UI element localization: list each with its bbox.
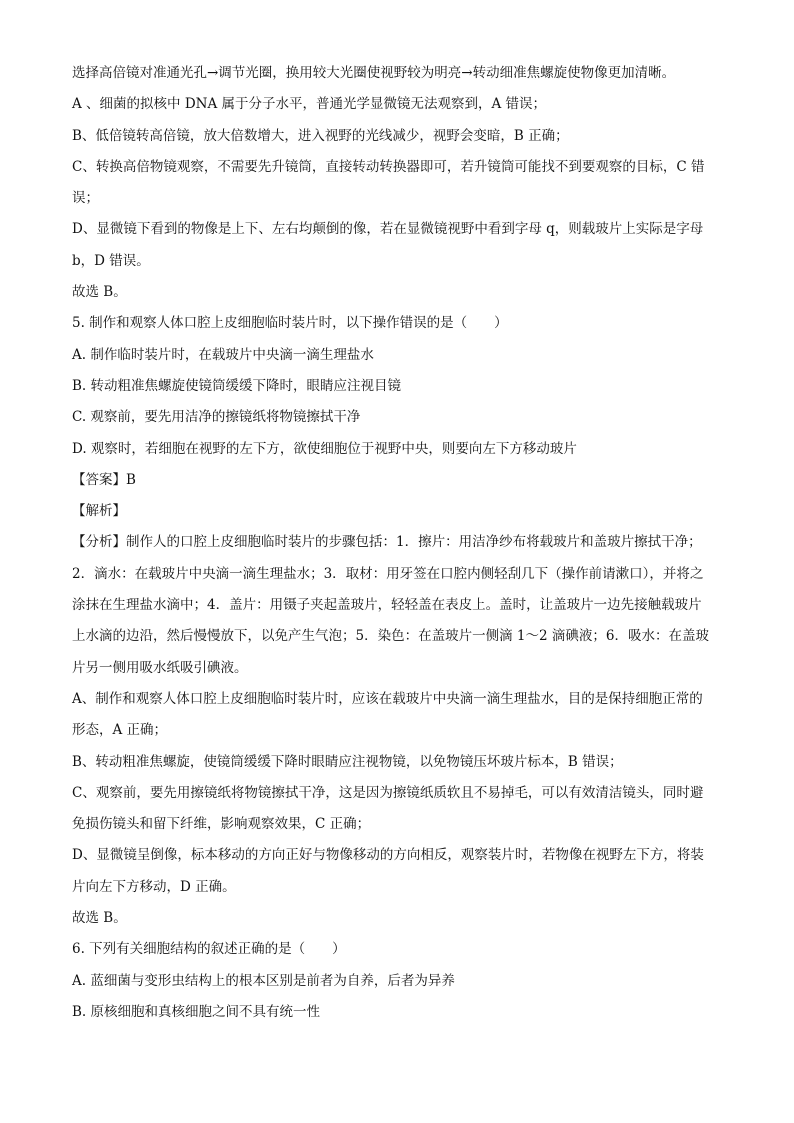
analysis-label: 【解析】 [72, 503, 126, 520]
text-line: 形态，A 正确； [72, 722, 168, 739]
question-5-stem: 5. 制作和观察人体口腔上皮细胞临时装片时，以下操作错误的是（ ） [72, 315, 508, 332]
text-line: A 、细菌的拟核中 DNA 属于分子水平，普通光学显微镜无法观察到，A 错误； [72, 96, 547, 113]
text-line: 故选 B。 [72, 910, 127, 927]
answer-label: 【答案】B [72, 471, 136, 488]
text-line: B、转动粗准焦螺旋，使镜筒缓缓下降时眼睛应注视物镜，以免物镜压坏玻片标本，B 错误； [72, 753, 623, 770]
text-line: D、显微镜呈倒像，标本移动的方向正好与物像移动的方向相反，观察装片时，若物像在视野左下方，将装 [72, 847, 704, 864]
text-line: 免损伤镜头和留下纤维，影响观察效果，C 正确； [72, 816, 371, 833]
question-5-option-a: A. 制作临时装片时，在载玻片中央滴一滴生理盐水 [72, 346, 374, 363]
question-6-option-b: B. 原核细胞和真核细胞之间不具有统一性 [72, 1003, 321, 1020]
text-line: C、转换高倍物镜观察，不需要先升镜筒，直接转动转换器即可，若升镜筒可能找不到要观察的目标，C 错 [72, 158, 705, 175]
text-line: 片向左下方移动，D 正确。 [72, 878, 236, 895]
text-line: 【分析】制作人的口腔上皮细胞临时装片的步骤包括：1．擦片：用洁净纱布将载玻片和盖玻片擦拭干净； [72, 534, 702, 551]
text-line: 片另一侧用吸水纸吸引碘液。 [72, 659, 248, 676]
text-line: b，D 错误。 [72, 252, 150, 269]
question-5-option-b: B. 转动粗准焦螺旋使镜筒缓缓下降时，眼睛应注视目镜 [72, 377, 402, 394]
text-line: C、观察前，要先用擦镜纸将物镜擦拭干净，这是因为擦镜纸质软且不易掉毛，可以有效清洁镜头，同时避 [72, 784, 704, 801]
question-6-option-a: A. 蓝细菌与变形虫结构上的根本区别是前者为自养，后者为异养 [72, 972, 455, 989]
question-6-stem: 6. 下列有关细胞结构的叙述正确的是（ ） [72, 941, 346, 958]
text-line: B、低倍镜转高倍镜，放大倍数增大，进入视野的光线减少，视野会变暗，B 正确； [72, 127, 569, 144]
text-line: 误； [72, 190, 99, 207]
text-line: A、制作和观察人体口腔上皮细胞临时装片时，应该在载玻片中央滴一滴生理盐水，目的是保持细胞正常的 [72, 690, 703, 707]
text-line: 上水滴的边沿，然后慢慢放下，以免产生气泡；5．染色：在盖玻片一侧滴 1～2 滴碘液；6．吸水：在盖玻 [72, 628, 709, 645]
text-line: 涂抹在生理盐水滴中；4．盖片：用镊子夹起盖玻片，轻轻盖在表皮上。盖时，让盖玻片一边先接触载玻片 [72, 597, 702, 614]
text-line: 选择高倍镜对准通光孔→调节光圈，换用较大光圈使视野较为明亮→转动细准焦螺旋使物像更加清晰。 [72, 65, 676, 81]
question-5-option-c: C. 观察前，要先用洁净的擦镜纸将物镜擦拭干净 [72, 409, 361, 426]
question-5-option-d: D. 观察时，若细胞在视野的左下方，欲使细胞位于视野中央，则要向左下方移动玻片 [72, 440, 577, 457]
text-line: D、显微镜下看到的物像是上下、左右均颠倒的像，若在显微镜视野中看到字母 q，则载玻片上实际是字母 [72, 221, 704, 238]
text-line: 2．滴水：在载玻片中央滴一滴生理盐水；3．取材：用牙签在口腔内侧轻刮几下（操作前请漱口），并将之 [72, 565, 704, 582]
text-line: 故选 B。 [72, 284, 127, 301]
